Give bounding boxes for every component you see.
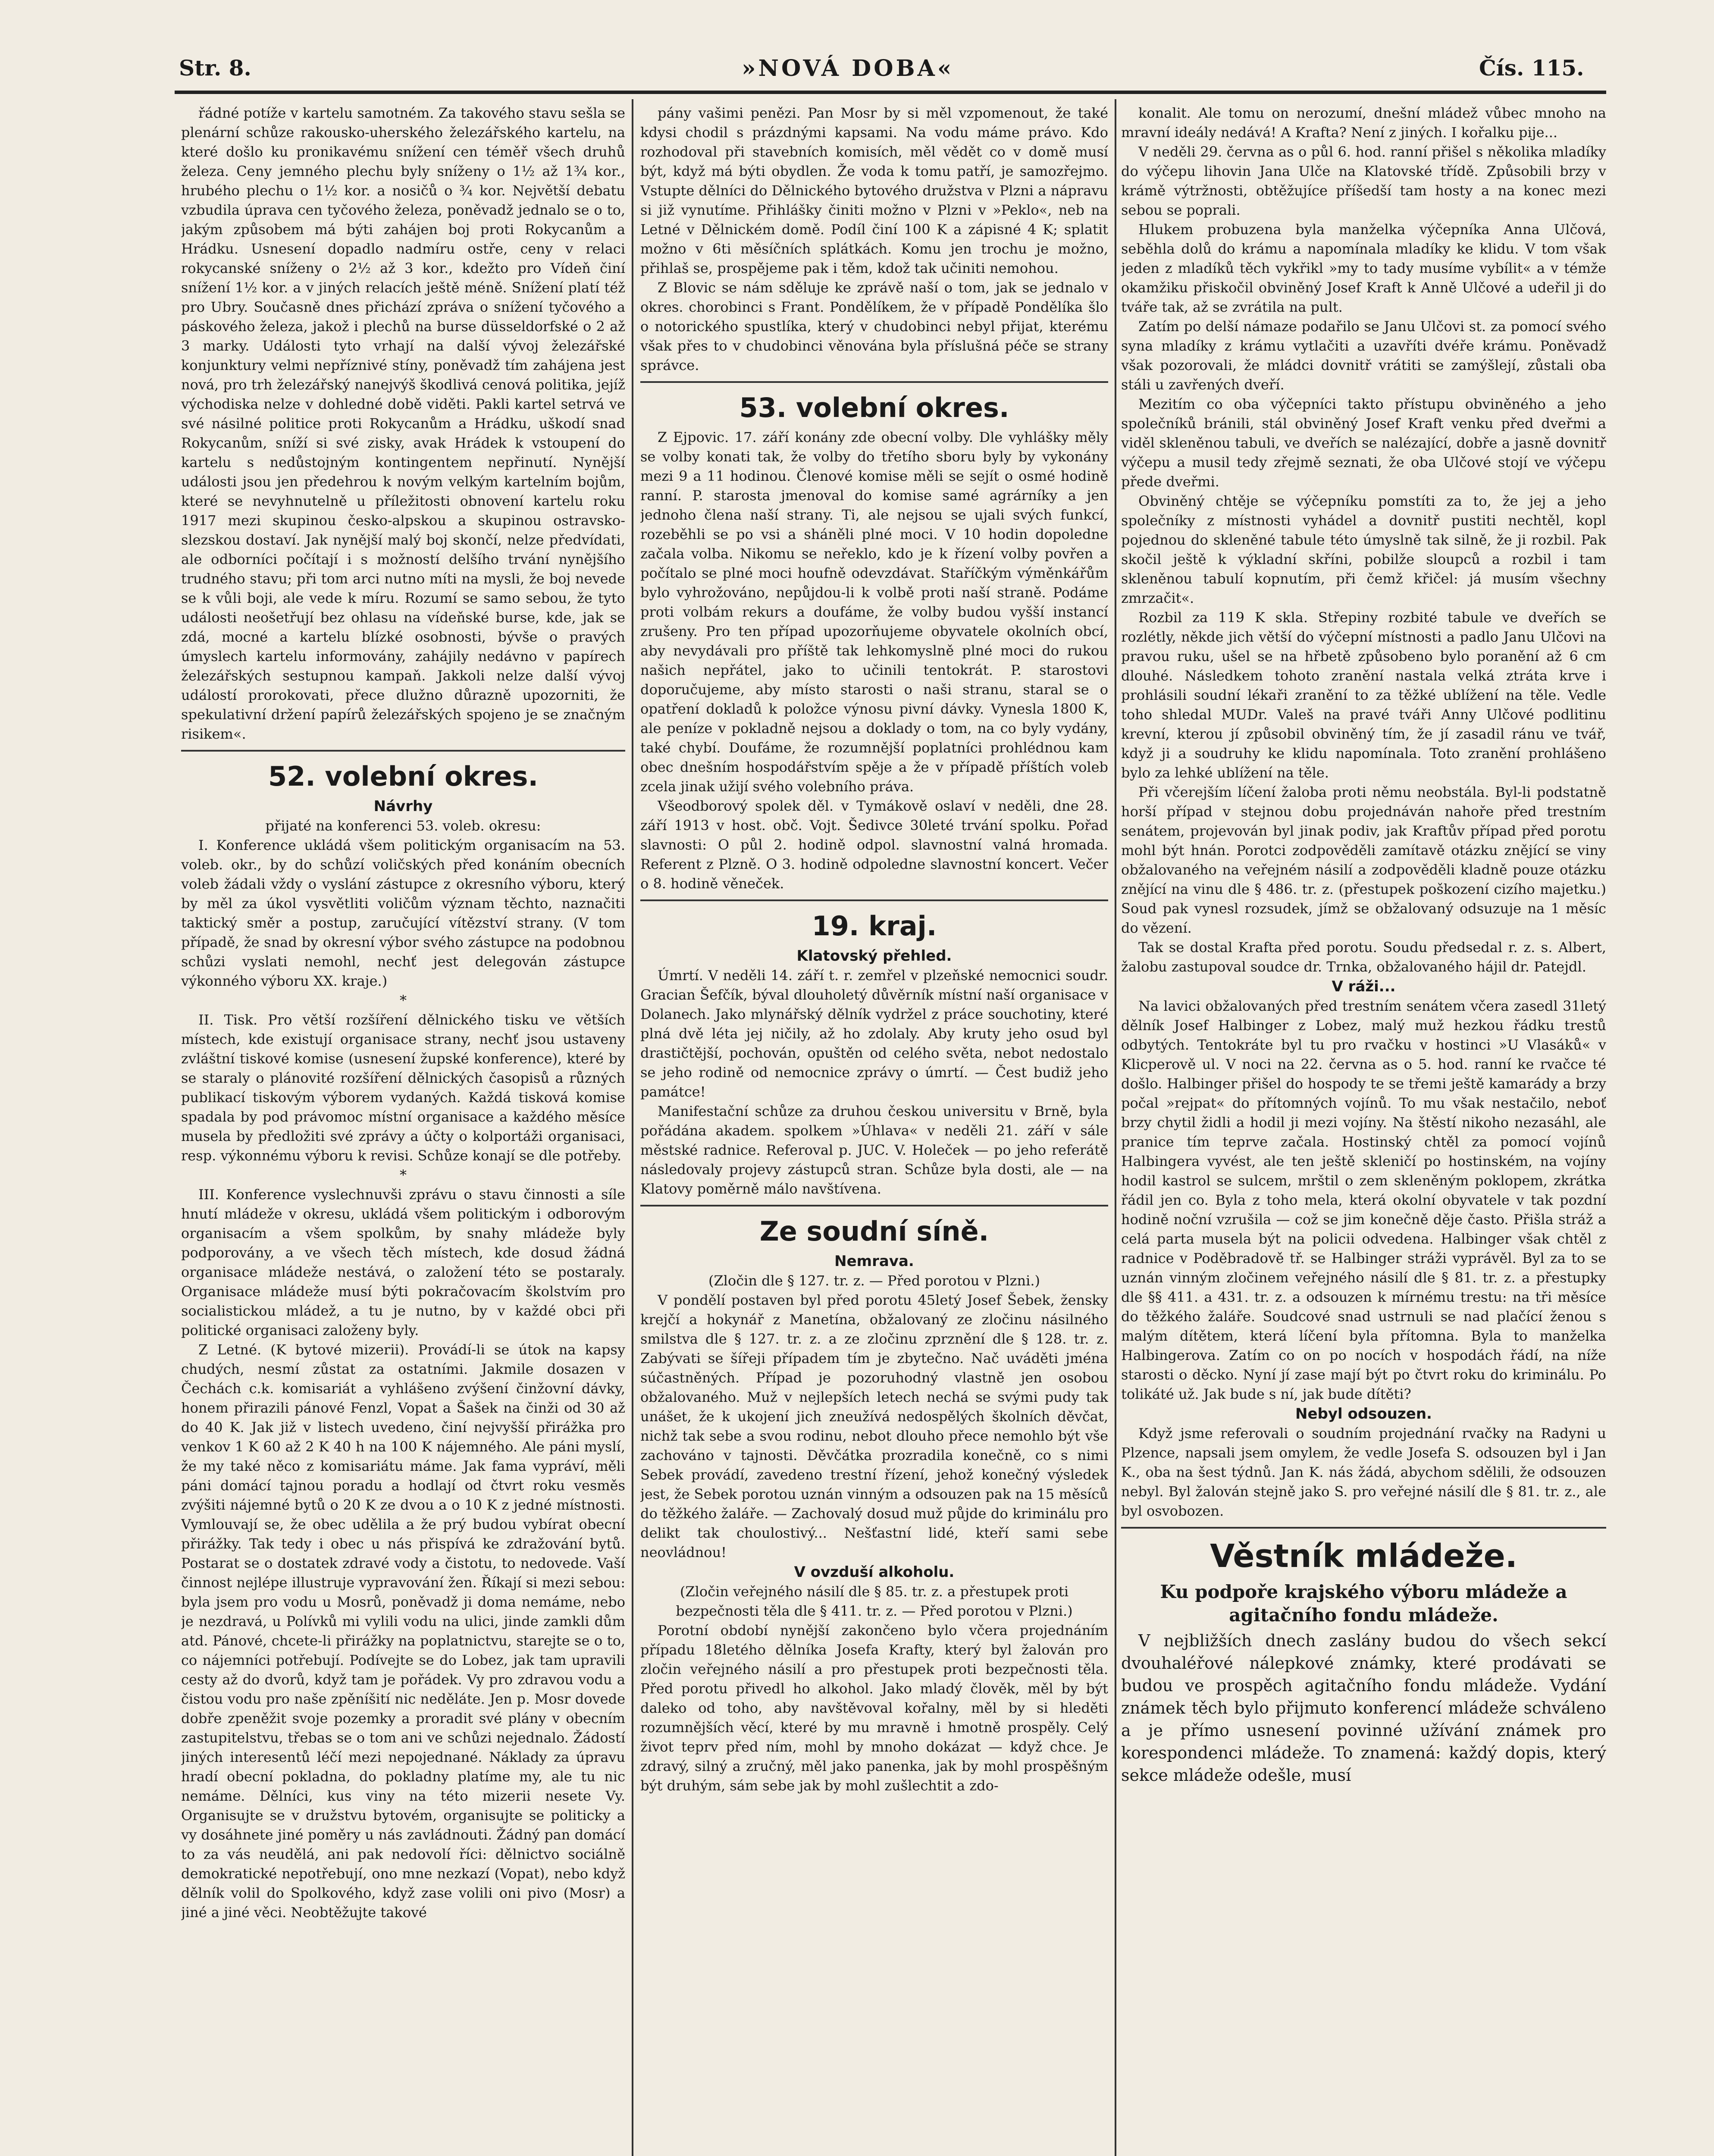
column-2: [640, 103, 1108, 2156]
subhead-klatovsky: Klatovský přehled.: [796, 947, 952, 965]
column-3: [1121, 103, 1606, 2156]
article-umrti: Úmrtí. V neděli 14. září t. r. zemřel v plzeňské nemocnici soudr. Gracian Šefčík, býval dlouholetý důvěrník místní naší organisace v Dolanech. Jako mlynářský dělník vydržel z práce souchotiny, které plná dvě léta jej ničily, až ho zdolaly. Aby kruty jeho osud byl drastičtější, pochován, opuštěn od celého světa, nebot nedostalo se jeho rodině od nemocnice zprávy o úmrtí. — Čest budiž jeho památce!: [640, 967, 1108, 1100]
column-divider: [1115, 99, 1116, 2156]
paragraph-hluk: Hlukem probuzena byla manželka výčepníka Anna Ulčová, seběhla dolů do krámu a napomínala mladíky ke klidu. V tom však jeden z mladíků těch vykřikl »my to tady musíme vybílit« a v témže okamžiku přiskočil obviněný Josef Kraft k Anně Ulčové a udeřil ji do tváře tak, až se zvrátila na pult.: [1121, 221, 1606, 315]
article-letna-cont: pány vašimi penězi. Pan Mosr by si měl vzpomenout, že také kdysi chodil s prázdnými kapsami. Na vodu máme právo. Kdo rozhodoval při stavebních komisích, měl vědět co v domě musí být, když má býti obydlen. Že voda k tomu patří, je samozřejmo. Vstupte dělníci do Dělnického bytového družstva v Plzni a nápravu si již vynutíme. Přihlášky činiti možno v Plzni v »Peklo«, neb na Letné v Dělnickém domě. Podíl činí 100 K a zápisné 4 K; splatit možno v 6ti měsíčních splátkách. Komu jen trochu je možno, přihlaš se, prospějeme pak i těm, kdož tak učiniti nemohou.: [640, 105, 1108, 276]
navrh-2: II. Tisk. Pro větší rozšíření dělnického tisku ve větších místech, kde existují organisace strany, nechť jsou ustaveny zvláštní tiskové komise (usnesení župské konference), které by se staraly o plánovité rozšíření dělnických časopisů a různých publikací tiskovým výborem vydaných. Každá tisková komise spadala by pod právomoc místní organisace a každého měsíce musela by předložiti své zprávy a účty o kolportáži organisaci, resp. výkonnému výboru k revisi. Schůze konají se dle potřeby.: [181, 1012, 625, 1164]
column-divider: [632, 99, 633, 2156]
paragraph-nedele: V neděli 29. června as o půl 6. hod. ranní přišel s několika mladíky do výčepu lihovin Jana Ulče na Klatovské třídě. Způsobili brzy v krámě výtržnosti, obtěžujíce příšedší tam hosty a na konec mezi sebou se poprali.: [1121, 144, 1606, 218]
section-rule: [640, 1205, 1108, 1206]
newspaper-title: »NOVÁ DOBA«: [742, 55, 954, 81]
navrh-1: I. Konference ukládá všem politickým organisacím na 53. voleb. okr., by do schůzí voličských před konáním obecních voleb žádali vždy o vyslání zástupce z okresního výboru, který by měl za úkol vysvětliti voličům význam těchto, naznačiti taktický směr a postup, zaručující vítězství strany. (V tom případě, že snad by okresní výbor svého zástupce na podobnou schůzi vyslati nemohl, nechť jest delegován zástupce výkonného výboru XX. kraje.): [181, 837, 625, 989]
article-kartel: řádné potíže v kartelu samotném. Za takového stavu sešla se plenární schůze rakousko-uherského železářského kartelu, na které došlo ku pronikavému snížení cen téměř všech druhů železa. Ceny jemného plechu byly sníženy o 1½ až 1¾ kor., hrubého plechu o 1½ kor. a nosičů o ¾ kor. Největší debatu vzbudila úprava cen tyčového železa, poněvadž jednalo se o to, jakým způsobem má býti zahájen boj proti Rokycanům a Hrádku. Usnesení dopadlo nadmíru ostře, ceny v relaci rokycanské sníženy o 2½ až 3 kor., kdežto pro Vídeň činí snížení 1½ kor. a v jiných relacích ještě méně. Snížení platí též pro Ubry. Současně dnes přichází zpráva o snížení tyčového a páskového železa, jakož i plechů na burse düsseldorfské o 2 až 3 marky. Události tyto vrhají na další vývoj železářské konjunktury velmi nepříznivé stíny, poněvadž tím zahájena jest nová, pro trh železářský nanejvýš škodlivá cenová politika, jejíž východiska nelze v dohledné době viděti. Pakli kartel setrvá ve své násilné politice proti Rokycanům a Hrádku, uškodí snad Rokycanům, sníží si své zisky, avak Hrádek k vstoupení do kartelu s nedůstojným kontingentem nepřinutí. Nynější události jsou jen předehrou k novým velkým kartelním bojům, které se nevyhnutelně u příležitosti obnovení kartelu roku 1917 mezi skupinou česko-alpskou a skupinou ostravsko-slezskou dostaví. Jak nynější malý boj skončí, nelze předvídati, ale odborníci počítají i s možností delšího trvání nynějšího trudného stavu; při tom arci nutno míti na mysli, že boj nevede se k vůli boji, ale vede k míru. Rozumí se samo sebou, že tyto události neošetřují bez ohlasu na vídeňské burse, kde, jak se zdá, mocné a kartelu blízké osobnosti, bývše o pravých úmyslech kartelu informovány, zahájily nedávno v papírech železářských sestupnou kampaň. Jakkoli nelze další vývoj událostí prorokovati, přece dlužno důrazně upozorniti, že spekulativní držení papírů železářských spojeno je se značným risikem«.: [181, 105, 625, 742]
article-krafta-cont: konalit. Ale tomu on nerozumí, dnešní mládež vůbec mnoho na mravní ideály nedává! A Krafta? Není z jiných. I kořalku pije...: [1121, 105, 1606, 141]
paragraph-zatim: Zatím po delší námaze podařilo se Janu Ulčovi st. za pomocí svého syna mladíky z krámu vytlačiti a uzavříti dvéře krámu. Poněvadž však pozorovali, že mládci dovnitř vrátiti se zamýšlejí, zůstali oba stáli u zavřených dveří.: [1121, 318, 1606, 393]
article-krafta: Porotní období nynější zakončeno bylo včera projednáním případu 18letého dělníka Josefa Krafty, který byl žalován pro zločin veřejného násilí a pro přestupek proti bezpečnosti těla. Před porotu přivedl ho alkohol. Jako mladý člověk, měl by být daleko od toho, aby navštěvoval kořalny, měl by si hleděti rozumnějších věcí, které by mu mravně i hmotně prospěly. Celý život teprv před ním, mohl by mnoho dokázat — když chce. Je zdravý, silný a zručný, měl jako panenka, jak by mohl prospěšným být druhým, sám sebe jak by mohl zušlechtit a zdo-: [640, 1622, 1108, 1794]
header-rule: [175, 91, 1606, 94]
section-rule: [640, 899, 1108, 901]
article-manifestacni: Manifestační schůze za druhou českou universitu v Brně, byla pořádána akadem. spolkem »Úhlava« v neděli 21. září v sále městské radnice. Referoval p. JUC. V. Holeček — po jeho referátě následovaly projevy zástupců stran. Schůze byla dosti, ale — na Klatovy poměrně málo navštívena.: [640, 1103, 1108, 1197]
headline-soudni-sin: Ze soudní síně.: [759, 1216, 989, 1247]
separator-star: *: [400, 1167, 407, 1183]
nemrava-note: (Zločin dle § 127. tr. z. — Před porotou v Plzni.): [708, 1272, 1040, 1289]
paragraph-obvineny: Obviněný chtěje se výčepníku pomstíti za to, že jej a jeho společníky z místnosti vyhádel a dovnitř pustiti nechtěl, kopl pojednou do skleněné tabule této úmyslně tak silně, že ji rozbil. Pak skočil ještě k výkladní skříni, pobilže sloupců a rozbil i tam skleněnou tabulí kopnutím, při čemž křičel: já musím všechny zmrzačit«.: [1121, 493, 1606, 606]
paragraph-liceni: Při včerejším líčení žaloba proti němu neobstála. Byl-li podstatně horší případ v stejnou dobu projednáván nahoře před trestním senátem, projevován byl jinak podiv, jak Kraftův případ před porotu mohl být hnán. Porotci zodpověděli zamítavě otázku znějící se viny obžalovaného na veřejném násilí a zodpověděli kladně pouze otázku znějící na vinu dle § 486. tr. z. (přestupek poškození cizího majetku.) Soud pak vynesl rozsudek, jímž se obžalovaný odsuzuje na 1 měsíc do vězení.: [1121, 784, 1606, 936]
navrhy-intro: přijaté na konferenci 53. voleb. okresu:: [265, 818, 541, 834]
section-rule: [181, 750, 625, 752]
alkohol-note: (Zločin veřejného násilí dle § 85. tr. z. a přestupek proti bezpečnosti těla dle § 411. tr. z. — Před porotou v Plzni.): [676, 1583, 1073, 1619]
subhead-alkohol: V ovzduší alkoholu.: [794, 1564, 955, 1581]
section-rule: [640, 381, 1108, 383]
article-ejpovice: Z Ejpovic. 17. září konány zde obecní volby. Dle vyhlášky měly se volby konati tak, že volby do třetího sboru byly by vykonány mezi 9 a 11 hodinou. Členové komise měli se sejít o osmé hodině ranní. P. starosta jmenoval do komise samé agrárníky a jen jednoho člena naší strany. Ti, ale nejsou se ujali svých funkcí, rozeběhli se po vsi a sháněli plné moci. V 10 hodin dopoledne začala volba. Nikomu se neřeklo, kdo je k řízení volby povřen a počítalo se plné moci houfně odevzdávat. Staříčkým výměnkářům bylo vyhrožováno, nepůjdou-li k volbě proti naší straně. Podáme proti volbám rekurs a doufáme, že volby budou vyšší instancí zrušeny. Pro ten případ upozorňujeme obyvatele okolních obcí, aby nevydávali pro příště tak lehkomyslně plné moci do rukou našich nepřátel, jako to učinili tentokrát. P. starostovi doporučujeme, aby místo starosti o naši stranu, staral se o opatření dokladů k položce výnosu pivní dávky. Vynesla 1800 K, ale peníze v pokladně nejsou a doklady o tom, na co byly vydány, také chybí. Doufáme, že rozumnější poplatníci prohlédnou kam obec dnešním hospodářstvím spěje a že v případě příštích voleb zcela jinak užijí svého volebního práva.: [640, 429, 1108, 795]
paragraph-rozbil: Rozbil za 119 K skla. Střepiny rozbité tabule ve dveřích se rozlétly, někde jich větší do výčepní místnosti a padlo Janu Ulčovi na pravou ruku, ušel se na hřbetě způsobeno bylo poranění až 6 cm dlouhé. Následkem tohoto zranění nastala velká ztráta krve i prohlásili soudní lékaři zranění to za těžké ublížení na těle. Vedle toho shledal MUDr. Valeš na pravé tváři Anny Ulčové podlitinu krevní, kterou jí způsobil obviněný tím, že jí zasadil ránu ve tvář, když ji a soudruhy ke klidu napomínala. Toto zranění prohlášeno bylo za lehké ublížení na těle.: [1121, 609, 1606, 781]
paragraph-mezitim: Mezitím co oba výčepníci takto přístupu obviněného a jeho společníků bránili, stál obviněný Josef Kraft venku před dveřmi a viděl skleněnou tabuli, ve dveřích se nalézající, dobře a jasně dovnitř výčepu a musil tedy zřejmě seznati, že oba Ulčové stojí ve výčepu přede dveřmi.: [1121, 396, 1606, 490]
page-number: Str. 8.: [179, 55, 251, 81]
paragraph-porota: Tak se dostal Krafta před porotu. Soudu předsedal r. z. s. Albert, žalobu zastupoval soudce dr. Trnka, obžalovaného hájil dr. Patejdl.: [1121, 939, 1606, 975]
vestnik-subtitle: Ku podpoře krajského výboru mládeže a agitačního fondu mládeže.: [1160, 1581, 1567, 1626]
headline-52-okres: 52. volební okres.: [268, 761, 538, 792]
subhead-v-razi: V ráži...: [1332, 978, 1396, 995]
headline-vestnik-mladeze: Věstník mládeže.: [1210, 1538, 1517, 1575]
section-rule: [1121, 1527, 1606, 1529]
vestnik-text: V nejbližších dnech zaslány budou do všech sekcí dvouhaléřové nálepkové známky, které prodávati se budou ve prospěch agitačního fondu mládeže. Vydání známek těch bylo přijmuto konferencí mládeže schváleno a je přímo usnesení povinné užívání známek pro korespondenci mládeže. To znamená: každý dopis, který sekce mládeže odešle, musí: [1121, 1631, 1606, 1785]
article-nebyl-odsouzen: Když jsme referovali o soudním projednání rvačky na Radyni u Plzence, napsali jsem omylem, že vedle Josefa S. odsouzen byl i Jan K., oba na šest týdnů. Jan K. nás žádá, abychom sdělili, že odsouzen nebyl. Byl žalován stejně jako S. pro veřejné násilí dle § 81. tr. z., ale byl osvobozen.: [1121, 1425, 1606, 1519]
article-blovice: Z Blovic se nám sděluje ke zprávě naší o tom, jak se jednalo v okres. chorobinci s Frant. Pondělíkem, že v případě Pondělíka šlo o notorického spustlíka, který v chudobinci nebyl přijat, kterému však přes to v chudobinci věnována byla příslušná péče se strany správce.: [640, 279, 1108, 373]
column-1: [181, 103, 625, 2156]
navrh-3: III. Konference vyslechnuvši zprávu o stavu činnosti a síle hnutí mládeže v okresu, ukládá všem politickým i odborovým organisacím a všem spolkům, by snahy mládeže byly podporovány, a ve všech těch místech, kde dosud žádná organisace mládeže nestává, o založení této se postaraly. Organisace mládeže musí býti pokračovacím školstvím pro socialistickou mládež, a tu je nutno, by v každé obci při politické organisaci založeny byly.: [181, 1186, 625, 1338]
headline-19-kraj: 19. kraj.: [812, 910, 937, 942]
subhead-nemrava: Nemrava.: [834, 1253, 914, 1270]
separator-star: *: [400, 992, 407, 1009]
headline-53-okres: 53. volební okres.: [739, 392, 1009, 423]
subhead-navrhy: Návrhy: [373, 798, 433, 815]
masthead: [0, 0, 1714, 101]
subhead-nebyl-odsouzen: Nebyl odsouzen.: [1295, 1405, 1432, 1423]
issue-number: Čís. 115.: [1479, 55, 1584, 81]
article-sebek: V pondělí postaven byl před porotu 45letý Josef Šebek, žensky krejčí a hokynář z Manetína, obžalovaný ze zločinu násilného smilstva dle § 127. tr. z. a ze zločinu zprznění dle § 128. tr. z. Zabývati se šířeji případem tím je zbytečno. Nač uváděti jména súčastněných. Případ je pozoruhodný vlastně jen osobou obžalovaného. Muž v nejlepších letech nechá se svými pudy tak unášet, že k ukojení jich zneužívá nedospělých školních děvčat, nichž tak sebe a svou rodinu, nebot dlouho přece nemohlo být vše zachováno v tajnosti. Děvčátka prozradila konečně, co s nimi Sebek provádí, zavedeno trestní řízení, jehož konečný výsledek jest, že Sebek porotou uznán vinným a odsouzen pak na 15 měsíců do těžkého žaláře. — Zachovalý dosud muž půjde do kriminálu pro delikt tak choulostivý... Nešťastní lidé, kteří sami sebe neovládnou!: [640, 1292, 1108, 1561]
article-halbinger: Na lavici obžalovaných před trestním senátem včera zasedl 31letý dělník Josef Halbinger z Lobez, malý muž hezkou řádku trestů odbytých. Tentokráte byl tu pro rvačku v hostinci »U Vlasáků« v Klicperově ul. V noci na 22. června as o 5. hod. ranní ke rvačce té došlo. Halbinger přišel do hospody te se třemi ještě kamarády a brzy počal »rejpat« do přítomných vojínů. To mu však nestačilo, neboť brzy chytil židli a hodil ji mezi vojíny. Na štěstí nikoho nezasáhl, ale pranice tím teprve začala. Hostinský chtěl za pomocí vojínů Halbingera vyvést, ale ten ještě skleničí po hostinském, na vojíny hodil kastrol se sulcem, mrštil o zem skleněným poklopem, zkrátka řádil jen co. Byla z toho mela, která okolní obyvatele v tak pozdní hodině noční vzrušila — což se jim konečně děje často. Přišla stráž a celá parta musela být na policii odvedena. Halbinger však chtěl z radnice v Poděbradově tř. se Halbinger stráži vyprávěl. Byl za to se uznán vinným zločinem veřejného násilí dle § 81. tr. z. a přestupky dle §§ 411. a 431. tr. z. a odsouzen k mírnému trestu: na tři měsíce do těžkého žaláře. Soudcové snad ustrnuli se nad plačící ženou s malým dítětem, která líčení byla přítomna. Byla to manželka Halbingerova. Zatím co on po nocích v hospodách řádí, na níže starosti o děcko. Nyní jí zase mají být po čtvrt roku do kriminálu. Po tolikáté už. Jak bude s ní, jak bude dítěti?: [1121, 998, 1606, 1402]
article-letna: Z Letné. (K bytové mizerii). Provádí-li se útok na kapsy chudých, nesmí zůstat za ostatními. Jakmile dosazen v Čechách c.k. komisariát a vyhlášeno zvýšení činžovní dávky, honem přirazili pánové Fenzl, Vopat a Šašek na činži od 30 až do 40 K. Jak již v listech uvedeno, činí nejvyšší přirážka pro venkov 1 K 60 až 2 K 40 h na 100 K nájemného. Ale páni myslí, že my také něco z komisariátu máme. Jak fama vypráví, měli páni domácí tajnou poradu a hodlají od čtvrt roku vesměs zvýšiti nájemné bytů o 20 K ze dvou a o 10 K z jedné místnosti. Vymlouvají se, že obec udělila a že prý budou vybírat obecní přirážky. Tak tedy i obec u nás přispívá ke zdražování bytů. Postarat se o dostatek zdravé vody a čistotu, to nedovede. Vaší činnost nejlépe illustruje vypravování žen. Říkají si mezi sebou: byla jsem pro vodu u Mosrů, poněvadž ji doma nemáme, nebo je nezdravá, u Polívků mi vylili vodu na ulici, jinde zamkli dům atd. Pánové, chcete-li přirážky na poplatnictvu, starejte se o to, co nájemníci potřebují. Podívejte se do Lobez, jak tam upravili cesty až do dvorů, když tam je pořádek. Vy pro zdravou vodu a čistou vodu pro naše zpěníšití nic neděláte. Jen p. Mosr dovede dobře zpeněžit svoje pozemky a proradit své plány v obecním zastupitelstvu, třebas se o tom ani ve schůzi nejednalo. Žádostí jiných interesentů léčí mezi nepojednané. Náklady za úpravu hradí obecní pokladna, do pokladny platíme my, ale tu nic nemáme. Dělníci, kus viny na této mizerii nesete Vy. Organisujte se v družstvu bytovém, organisujte se politicky a vy dosáhnete jiné poměry u nás zavládnouti. Žádný pan domácí to za vás neudělá, ani pak nedovolí říci: dělnictvo sociálně demokratické nepotřebují, ono mne nezkazí (Vopat), nebo když dělník volil do Spolkového, když zase volili oni pivo (Mosr) a jiné a jiné věci. Neobtěžujte takové: [181, 1341, 625, 1921]
article-tymakov: Všeodborový spolek děl. v Tymákově oslaví v neděli, dne 28. září 1913 v host. obč. Vojt. Šedivce 30leté trvání spolku. Pořad slavnosti: O půl 2. hodině odpol. slavnostní valná hromada. Referent z Plzně. O 3. hodině odpoledne slavnostní koncert. Večer o 8. hodině věneček.: [640, 798, 1108, 892]
